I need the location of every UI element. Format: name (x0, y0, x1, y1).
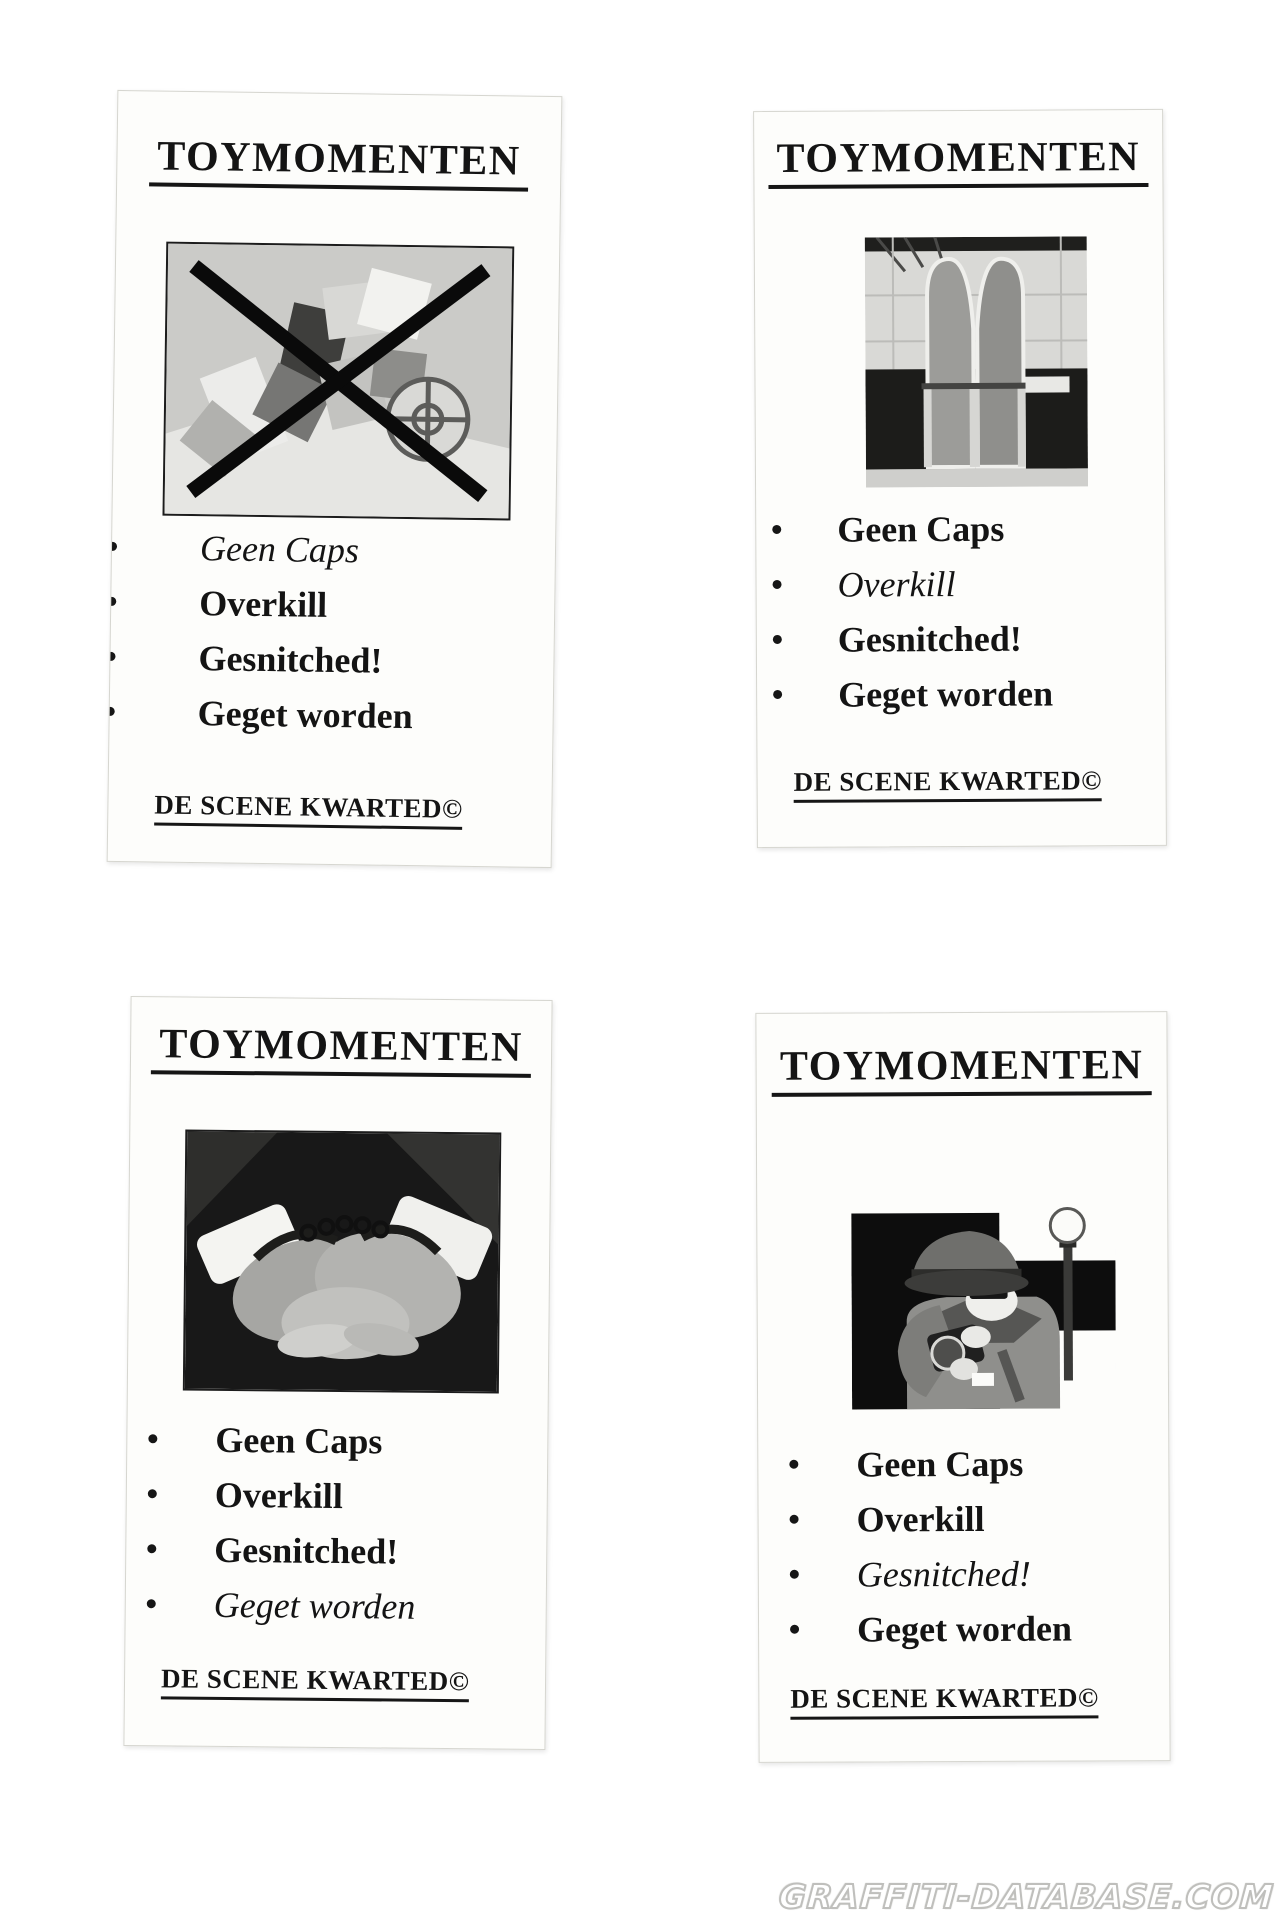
card-feature-list (789, 1436, 1072, 1657)
card-item-label: Overkill (214, 1474, 344, 1516)
bullet-icon (790, 1625, 799, 1634)
card-item (107, 629, 414, 688)
bullet-icon (790, 1515, 799, 1524)
card-item-label: Geen Caps (199, 527, 360, 570)
bullet-icon (772, 525, 781, 534)
card-title (754, 136, 1162, 189)
card-item (107, 574, 415, 633)
card-footer: DE SCENE KWARTED© (794, 765, 1102, 803)
detective-with-camera-image (851, 1200, 1116, 1409)
card-title (757, 1044, 1167, 1097)
card-item-label: Overkill (198, 582, 328, 625)
card-item-label: Overkill (837, 563, 956, 605)
quartet-card-geen-caps (107, 90, 563, 868)
card-item-label: Geget worden (838, 673, 1054, 715)
bullet-icon (773, 580, 782, 589)
quartet-card-geget-worden (123, 996, 552, 1750)
card-item-label: Geen Caps (837, 508, 1005, 550)
card-item (773, 666, 1053, 722)
crossed-out-spray-caps-image (162, 242, 514, 521)
card-item (772, 501, 1052, 557)
card-item (108, 519, 416, 578)
card-item (789, 1491, 1071, 1547)
graffiti-database-watermark: GRAFFITI-DATABASE.COM (777, 1877, 1276, 1916)
card-item (790, 1546, 1072, 1602)
card-item (790, 1601, 1072, 1657)
card-footer: DE SCENE KWARTED© (161, 1663, 470, 1702)
card-title-text: TOYMOMENTEN (149, 135, 529, 191)
card-item-label: Geget worden (856, 1608, 1073, 1649)
card-item (148, 1466, 417, 1524)
bullet-icon (107, 707, 115, 716)
card-item (148, 1411, 417, 1469)
quartet-card-overkill (753, 109, 1167, 848)
card-footer: DE SCENE KWARTED© (154, 790, 463, 830)
card-feature-list (147, 1411, 418, 1634)
card-item (107, 684, 413, 743)
card-title-text: TOYMOMENTEN (151, 1023, 531, 1078)
mcdonalds-storefront-image (865, 236, 1088, 487)
card-item-label: Gesnitched! (198, 637, 383, 681)
bullet-icon (107, 597, 116, 606)
handcuffed-hands-image (183, 1130, 501, 1394)
card-item-label: Gesnitched! (837, 618, 1022, 660)
bullet-icon (789, 1460, 798, 1469)
bullet-icon (147, 1544, 156, 1553)
quartet-card-gesnitched (755, 1011, 1170, 1763)
bullet-icon (108, 542, 117, 551)
bullet-icon (148, 1434, 157, 1443)
card-item (772, 556, 1052, 612)
card-item (789, 1436, 1071, 1492)
bullet-icon (773, 635, 782, 644)
card-footer: DE SCENE KWARTED© (790, 1682, 1098, 1719)
bullet-icon (790, 1570, 799, 1579)
card-item-label: Geget worden (197, 692, 413, 736)
card-title-text: TOYMOMENTEN (772, 1044, 1152, 1097)
bullet-icon (148, 1489, 157, 1498)
card-item (147, 1576, 416, 1634)
bullet-icon (773, 690, 782, 699)
card-title (131, 1023, 551, 1078)
card-item-label: Geen Caps (215, 1419, 383, 1461)
card-title-text: TOYMOMENTEN (768, 136, 1148, 189)
card-item-label: Gesnitched! (214, 1529, 399, 1572)
card-feature-list (772, 501, 1053, 722)
bullet-icon (107, 652, 116, 661)
card-item-label: Geen Caps (856, 1443, 1024, 1484)
card-item-label: Overkill (856, 1498, 985, 1539)
card-feature-list (107, 519, 416, 743)
bullet-icon (147, 1599, 156, 1608)
card-title (117, 135, 561, 192)
card-item (147, 1521, 416, 1579)
card-item-label: Gesnitched! (856, 1553, 1031, 1594)
card-item (773, 611, 1053, 667)
card-item-label: Geget worden (213, 1584, 416, 1627)
